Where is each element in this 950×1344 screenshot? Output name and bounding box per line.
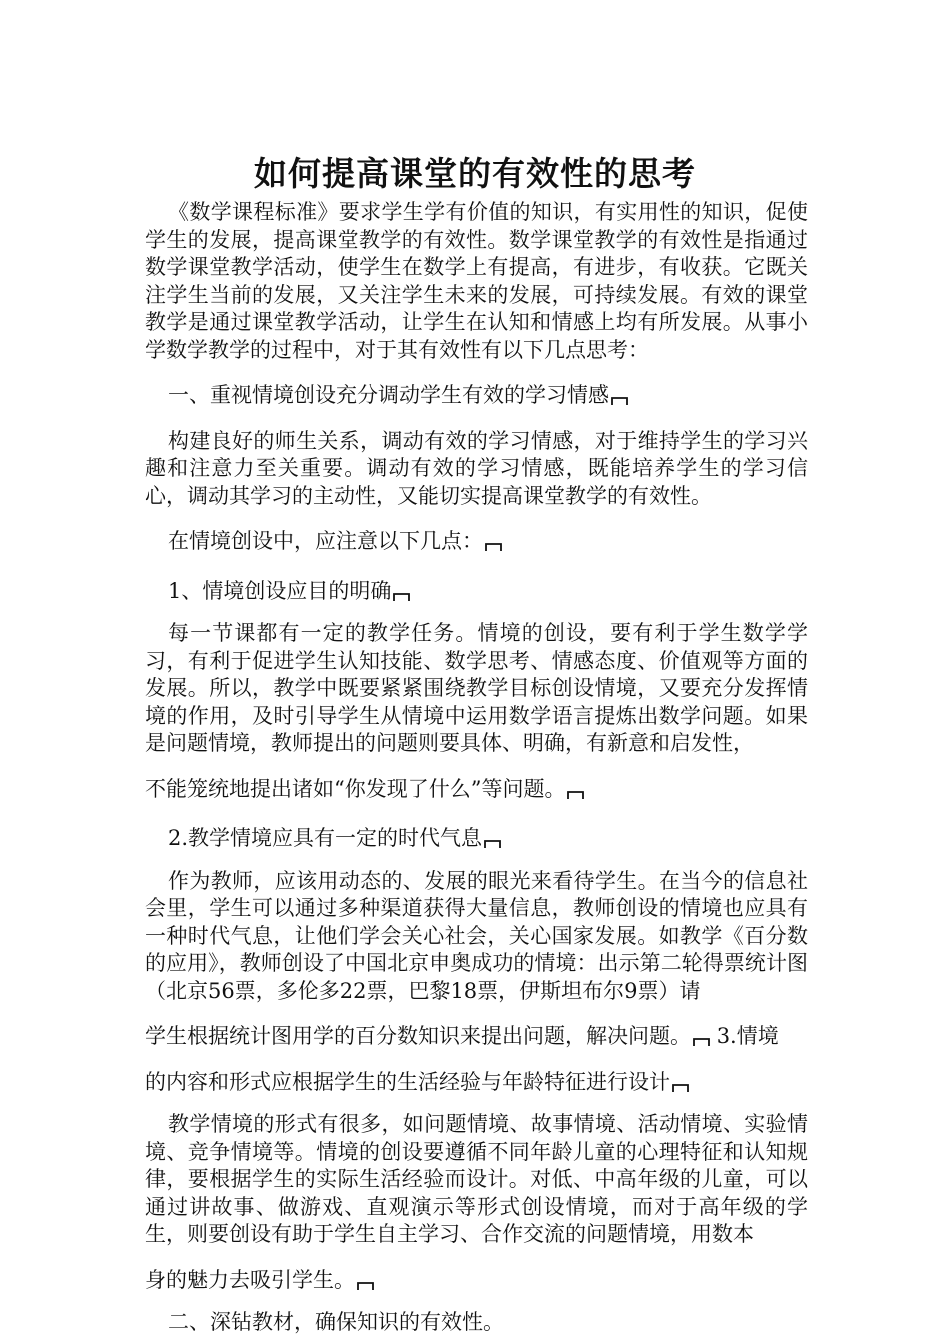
paragraph-notes: 在情境创设中，应注意以下几点： bbox=[145, 528, 808, 556]
paragraph-mark-icon bbox=[485, 543, 502, 551]
paragraph-era: 作为教师，应该用动态的、发展的眼光来看待学生。在当今的信息社会里，学生可以通过多种渠道获得大量信息，教师创设的情境也应具有一种时代气息，让他们学会关心社会，关心国家发展。如教学《百分数的应用》，教师创设了中国北京申奥成功的情境：出示第二轮得票统计图（北京56票，多伦多22票，巴黎18票，伊斯坦布尔9票）请 bbox=[145, 868, 808, 1003]
paragraph-mark-icon bbox=[357, 1282, 374, 1290]
document-body bbox=[145, 199, 808, 1337]
subheading-3-start: 3.情境 bbox=[716, 1024, 779, 1048]
paragraph-mark-icon bbox=[693, 1038, 710, 1046]
paragraph-mark-icon bbox=[567, 791, 584, 799]
paragraph-mark-icon bbox=[611, 397, 628, 405]
intro-paragraph: 《数学课程标准》要求学生学有价值的知识，有实用性的知识，促使学生的发展，提高课堂教学的有效性。数学课堂教学的有效性是指通过数学课堂教学活动，使学生在数学上有提高，有进步，有收获。它既关注学生当前的发展，又关注学生未来的发展，可持续发展。有效的课堂教学是通过课堂教学活动，让学生在认知和情感上均有所发展。从事小学数学教学的过程中，对于其有效性有以下几点思考： bbox=[145, 200, 808, 362]
subheading-2: 2.教学情境应具有一定的时代气息 bbox=[145, 825, 808, 853]
section-heading-2: 二、深钻教材，确保知识的有效性。 bbox=[168, 1310, 504, 1334]
paragraph-era-end: 学生根据统计图用学的百分数知识来提出问题，解决问题。 3.情境 bbox=[145, 1024, 779, 1048]
paragraph-purpose: 每一节课都有一定的教学任务。情境的创设，要有利于学生数学学习，有利于促进学生认知技能、数学思考、情感态度、价值观等方面的发展。所以，教学中既要紧紧围绕教学目标创设情境，又要充分发挥情境的作用，及时引导学生从情境中运用数学语言提炼出数学问题。如果是问题情境，教师提出的问题则要具体、明确，有新意和启发性， bbox=[145, 621, 808, 755]
paragraph-forms: 教学情境的形式有很多，如问题情境、故事情境、活动情境、实验情境、竞争情境等。情境的创设要遵循不同年龄儿童的心理特征和认知规律，要根据学生的实际生活经验而设计。对低、中高年级的儿童，可以通过讲故事、做游戏、直观演示等形式创设情境，而对于高年级的学生，则要创设有助于学生自主学习、合作交流的问题情境，用数本 bbox=[145, 1112, 808, 1246]
subheading-3: 的内容和形式应根据学生的生活经验与年龄特征进行设计 bbox=[145, 1069, 808, 1097]
paragraph-mark-icon bbox=[484, 840, 501, 848]
subheading-1: 1、情境创设应目的明确 bbox=[145, 578, 808, 606]
paragraph-mark-icon bbox=[672, 1084, 689, 1092]
section-heading-1: 一、重视情境创设充分调动学生有效的学习情感 bbox=[145, 382, 808, 410]
paragraph-relationship: 构建良好的师生关系，调动有效的学习情感，对于维持学生的学习兴趣和注意力至关重要。调动有效的学习情感，既能培养学生的学习信心，调动其学习的主动性，又能切实提高课堂教学的有效性。 bbox=[145, 428, 808, 508]
paragraph-mark-icon bbox=[393, 593, 410, 601]
paragraph-forms-end: 身的魅力去吸引学生。 bbox=[145, 1267, 808, 1295]
document-title: 如何提高课堂的有效性的思考 bbox=[254, 154, 696, 193]
paragraph-purpose-end: 不能笼统地提出诸如“你发现了什么”等问题。 bbox=[145, 776, 808, 804]
